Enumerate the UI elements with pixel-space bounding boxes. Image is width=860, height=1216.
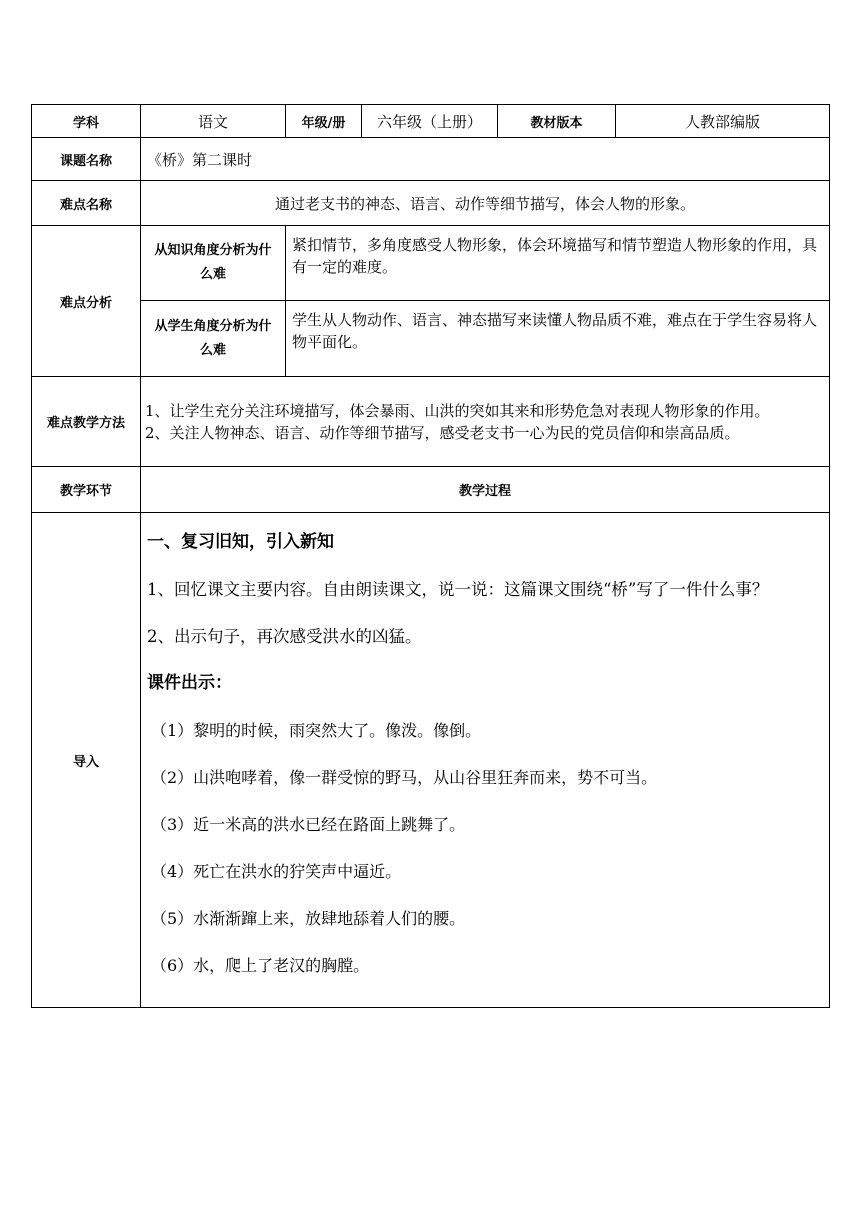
method-row — [32, 377, 830, 467]
courseware-label: 课件出示： — [147, 673, 232, 693]
courseware-item: （3）近一米高的洪水已经在路面上跳舞了。 — [151, 815, 466, 834]
courseware-item: （2）山洪咆哮着，像一群受惊的野马，从山谷里狂奔而来，势不可当。 — [151, 768, 658, 787]
intro-step-1: 1、回忆课文主要内容。自由朗读课文，说一说：这篇课文围绕“桥”写了一件什么事？ — [147, 580, 769, 599]
topic-row — [32, 138, 830, 181]
knowledge-angle-label: 从知识角度分析为什么难 — [141, 226, 286, 301]
subject-label: 学科 — [32, 105, 141, 138]
lesson-plan-page — [31, 104, 829, 1008]
subject-value: 语文 — [141, 105, 286, 138]
student-angle-value: 学生从人物动作、语言、神态描写来读懂人物品质不难，难点在于学生容易将人物平面化。 — [286, 301, 830, 377]
edition-value: 人教部编版 — [616, 105, 830, 138]
grade-label: 年级/册 — [286, 105, 362, 138]
method-line-1: 1、让学生充分关注环境描写，体会暴雨、山洪的突如其来和形势危急对表现人物形象的作用。 — [145, 401, 770, 420]
analysis-student-row — [32, 301, 830, 377]
intro-step-2: 2、出示句子，再次感受洪水的凶猛。 — [147, 627, 422, 646]
difficulty-value: 通过老支书的神态、语言、动作等细节描写，体会人物的形象。 — [141, 181, 830, 226]
info-row — [32, 105, 830, 138]
intro-content — [141, 513, 830, 1008]
method-line-2: 2、关注人物神态、语言、动作等细节描写，感受老支书一心为民的党员信仰和崇高品质。 — [145, 423, 740, 442]
lesson-plan-table — [31, 104, 830, 1008]
method-content — [141, 377, 830, 467]
courseware-item: （1）黎明的时候，雨突然大了。像泼。像倒。 — [151, 721, 482, 740]
edition-label: 教材版本 — [498, 105, 616, 138]
topic-value: 《桥》第二课时 — [141, 138, 830, 181]
knowledge-angle-value: 紧扣情节，多角度感受人物形象，体会环境描写和情节塑造人物形象的作用，具有一定的难度。 — [286, 226, 830, 301]
topic-label: 课题名称 — [32, 138, 141, 181]
analysis-knowledge-row — [32, 226, 830, 301]
stage-header: 教学环节 — [32, 467, 141, 513]
student-angle-label: 从学生角度分析为什么难 — [141, 301, 286, 377]
courseware-item: （6）水，爬上了老汉的胸膛。 — [151, 956, 370, 975]
process-header: 教学过程 — [141, 467, 830, 513]
analysis-label: 难点分析 — [32, 226, 141, 377]
method-label: 难点教学方法 — [32, 377, 141, 467]
courseware-item: （4）死亡在洪水的狞笑声中逼近。 — [151, 862, 402, 881]
difficulty-row — [32, 181, 830, 226]
process-header-row — [32, 467, 830, 513]
intro-heading: 一、复习旧知，引入新知 — [147, 532, 334, 552]
difficulty-label: 难点名称 — [32, 181, 141, 226]
grade-value: 六年级（上册） — [362, 105, 498, 138]
intro-label: 导入 — [32, 513, 141, 1008]
courseware-item: （5）水渐渐蹿上来，放肆地舔着人们的腰。 — [151, 909, 466, 928]
intro-row — [32, 513, 830, 1008]
